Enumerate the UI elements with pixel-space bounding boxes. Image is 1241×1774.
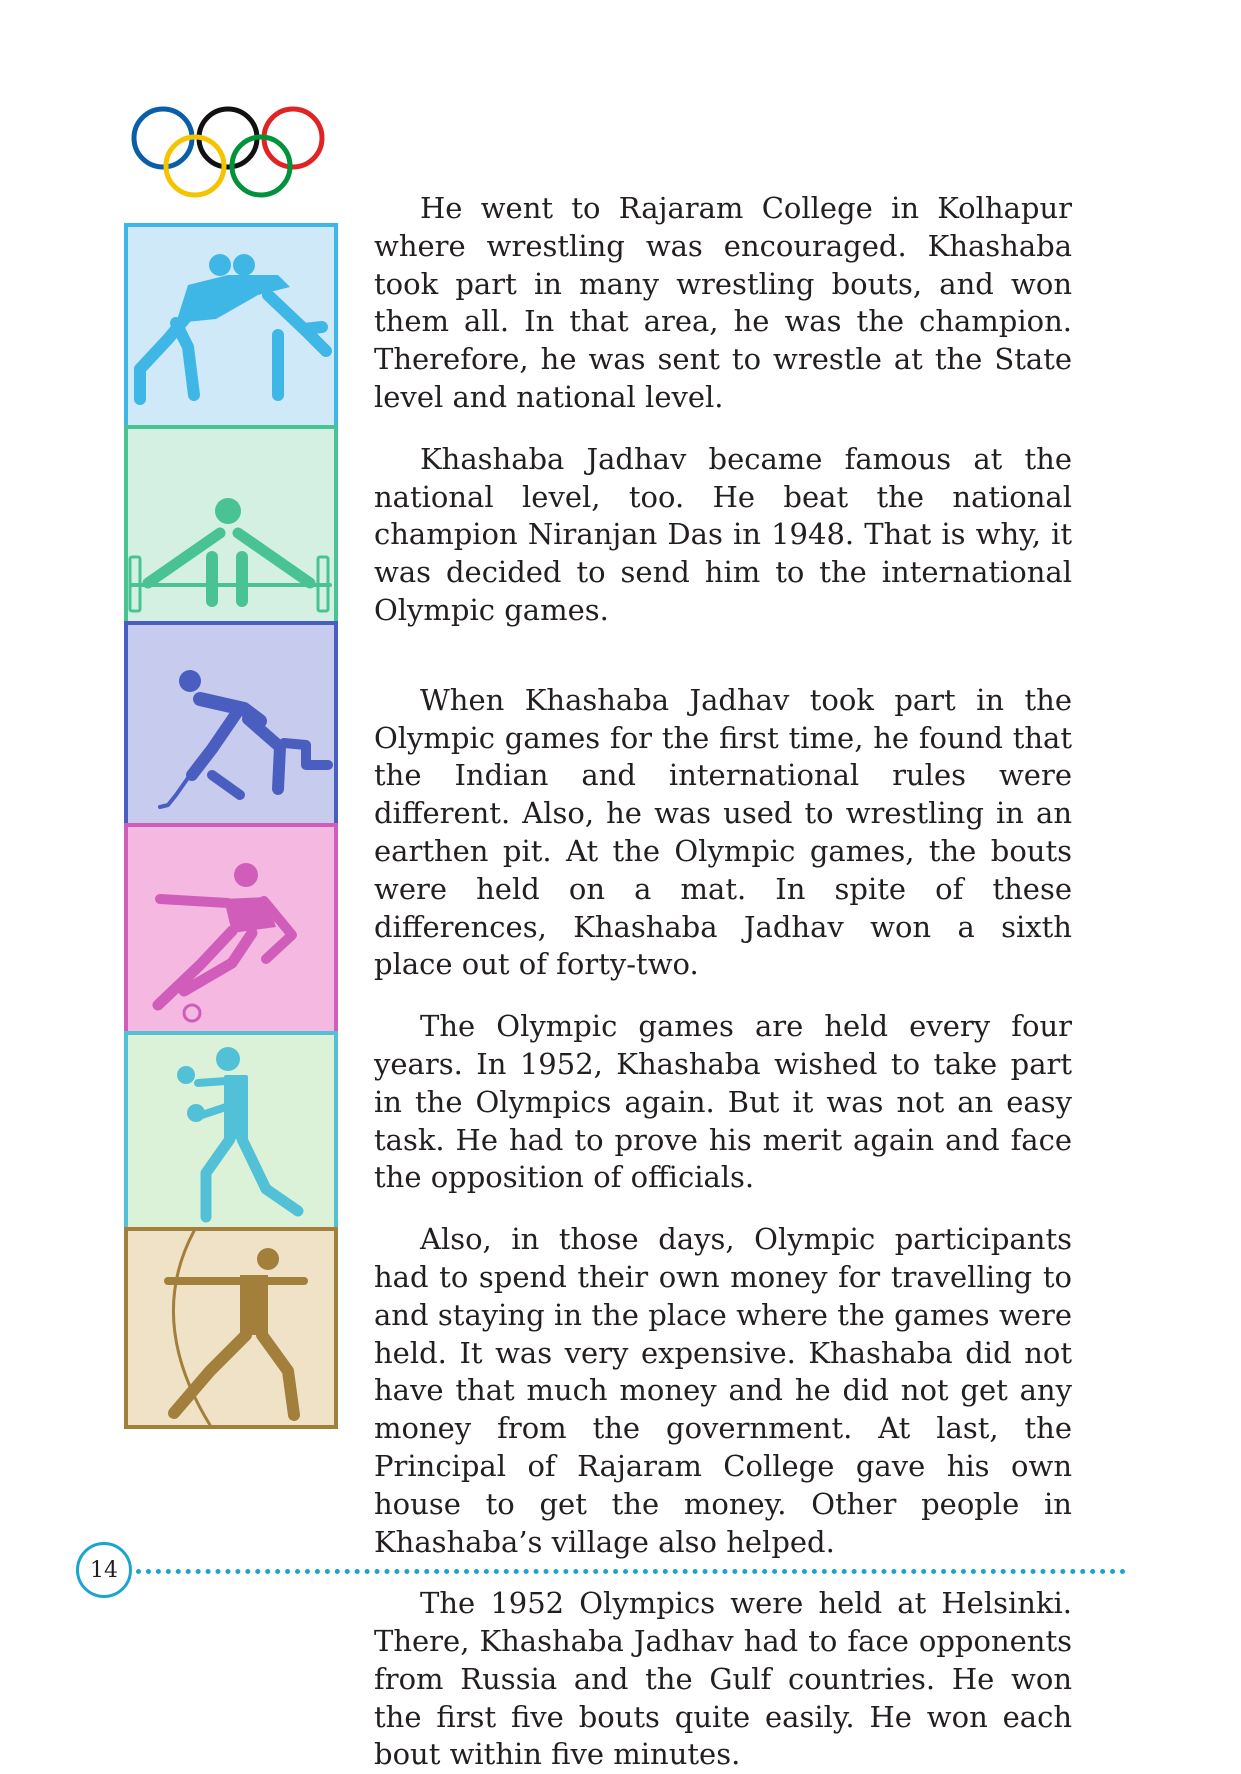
olympic-rings-logo — [128, 104, 328, 200]
page-footer — [76, 1542, 1126, 1598]
page-number: 14 — [76, 1542, 132, 1598]
hockey-icon — [128, 625, 334, 825]
wrestling-icon — [128, 227, 334, 433]
paragraph: Also, in those days, Olympic participants had to spend their own money for travelling to and staying in the place where the games were held. It was very expensive. Khashaba did not have that much money and he did not get any money from the government. At last, the Principal of Rajaram College gave his own house to get the money. Other people in Khashaba’s village also helped. — [374, 1222, 1072, 1559]
paragraph: He went to Rajaram College in Kolhapur where wrestling was encouraged. Khashaba took part in many wrestling bouts, and won them all. In that area, he was the champion. Therefore, he was sent to wrestle at the State level and national level. — [374, 191, 1072, 414]
paragraph: The Olympic games are held every four years. In 1952, Khashaba wished to take part in the Olympics again. But it was not an easy task. He had to prove his merit again and face the opposition of officials. — [374, 1009, 1072, 1195]
wrestling-tile — [124, 223, 338, 437]
boxing-icon — [128, 1035, 334, 1227]
weightlifting-icon — [128, 429, 334, 621]
paragraph: The 1952 Olympics were held at Helsinki. There, Khashaba Jadhav had to face opponents from Russia and the Gulf countries. He won the first five bouts quite easily. He won each bout within five minutes. — [374, 1586, 1072, 1772]
body-text — [374, 190, 1072, 1774]
paragraph: When Khashaba Jadhav took part in the Olympic games for the first time, he found that the Indian and international rules were different. Also, he was used to wrestling in an earthen pit. At the Olympic games, the bouts were held on a mat. In spite of these differences, Khashaba Jadhav won a sixth place out of forty-two. — [374, 682, 1072, 982]
hockey-tile — [124, 621, 338, 829]
football-tile — [124, 823, 338, 1035]
boxing-tile — [124, 1031, 338, 1231]
dotted-rule — [136, 1569, 1126, 1574]
archery-icon — [128, 1231, 334, 1425]
football-icon — [128, 827, 334, 1031]
paragraph: Khashaba Jadhav became famous at the national level, too. He beat the national champion Niranjan Das in 1948. That is why, it was decided to send him to the international Olympic games. — [374, 441, 1072, 627]
weightlifting-tile — [124, 425, 338, 625]
archery-tile — [124, 1227, 338, 1429]
